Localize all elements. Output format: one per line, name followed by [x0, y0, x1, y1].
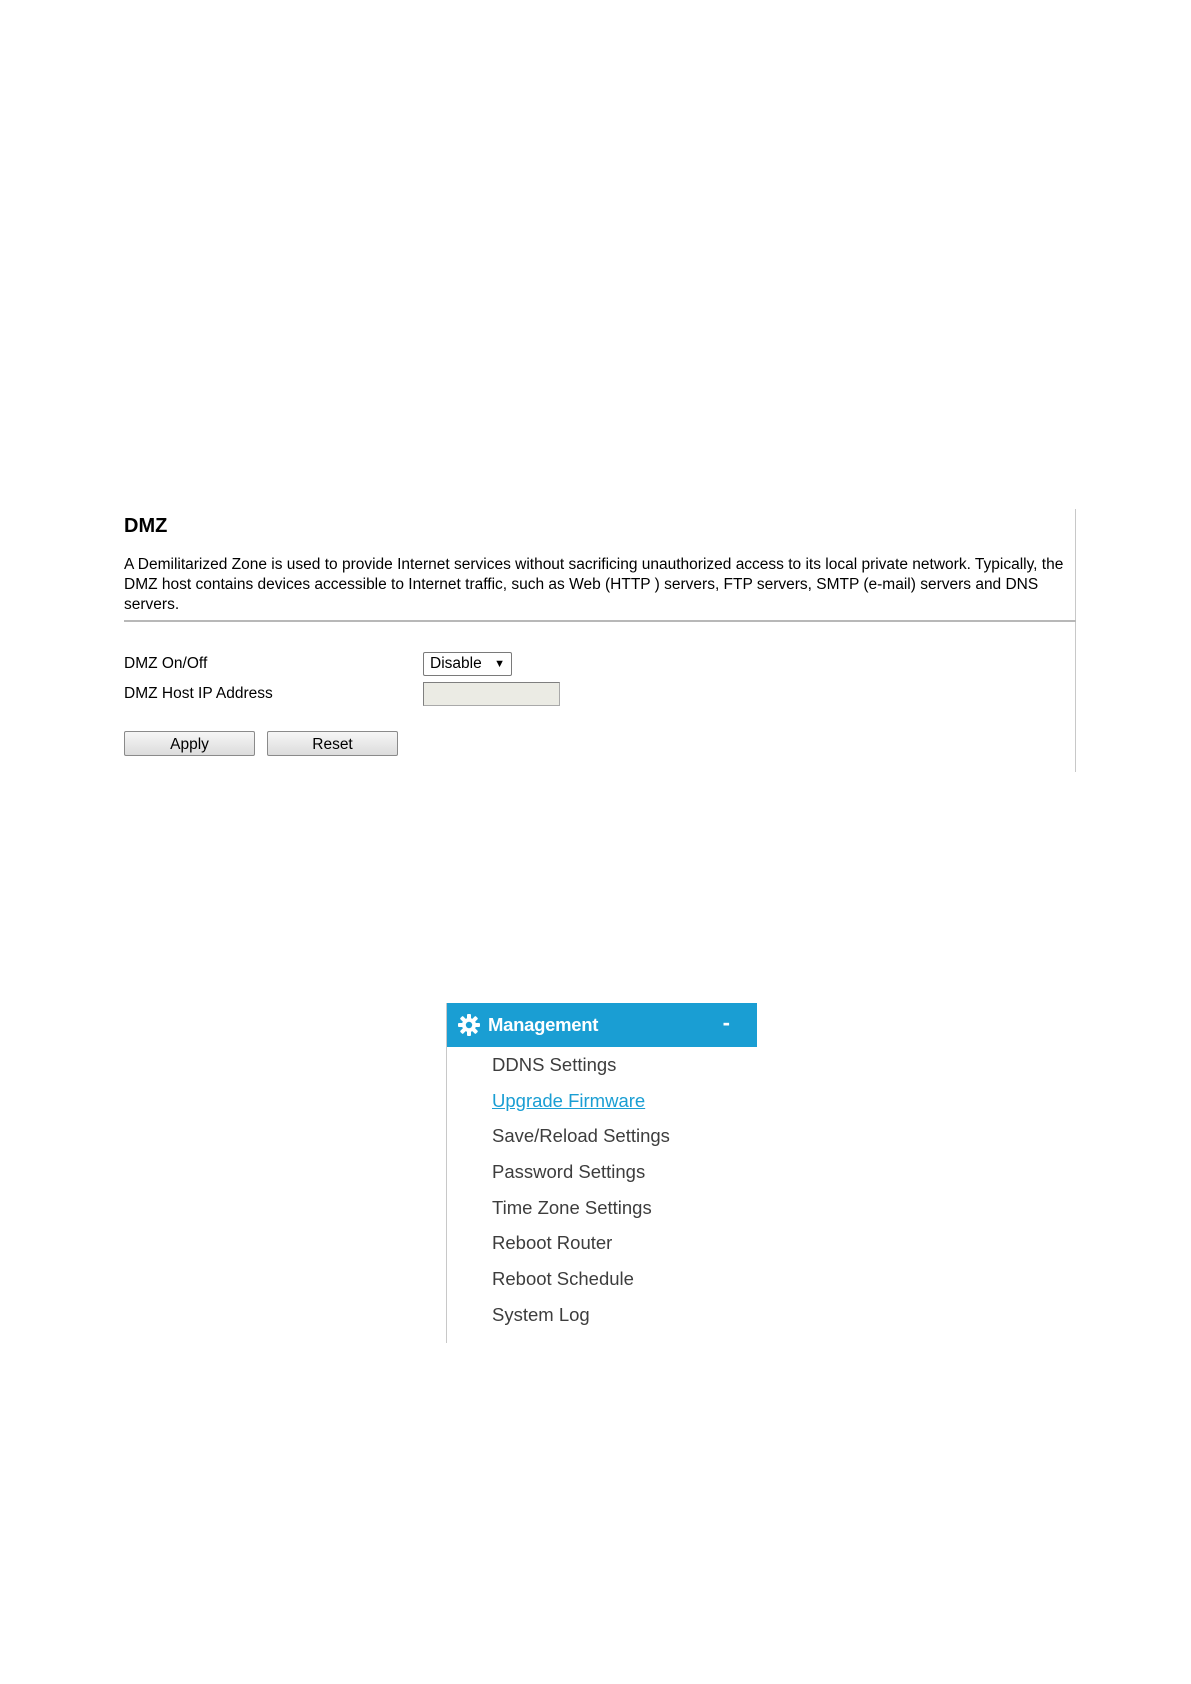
page-title: DMZ: [124, 515, 168, 537]
dmz-on-off-label: DMZ On/Off: [124, 655, 208, 672]
menu-item-reboot-schedule[interactable]: Reboot Schedule: [492, 1268, 634, 1290]
dmz-on-off-value: Disable: [430, 655, 482, 672]
menu-item-ddns-settings[interactable]: DDNS Settings: [492, 1054, 617, 1075]
management-header[interactable]: [447, 1003, 757, 1047]
menu-border: [446, 1003, 447, 1343]
gear-icon: [457, 1013, 481, 1037]
dmz-host-ip-input[interactable]: [423, 682, 560, 706]
dmz-on-off-select[interactable]: [423, 652, 512, 676]
divider: [124, 620, 1076, 622]
management-menu: [446, 1003, 757, 1343]
dmz-panel: [124, 509, 1076, 772]
menu-item-system-log[interactable]: System Log: [492, 1303, 590, 1325]
dropdown-arrow-icon: ▼: [494, 658, 505, 670]
management-title: Management: [488, 1014, 599, 1035]
apply-button[interactable]: Apply: [124, 731, 255, 756]
reset-button[interactable]: Reset: [267, 731, 398, 756]
menu-item-time-zone-settings[interactable]: Time Zone Settings: [492, 1196, 652, 1218]
dmz-description: A Demilitarized Zone is used to provide Internet services without sacrificing unauthorized access to its local private network. Typically, the DMZ host contains devices accessible to Internet traffic, such as Web (HTTP ) servers, FTP servers, SMTP (e-mail) servers and DNS servers.: [124, 556, 1064, 613]
dmz-host-ip-label: DMZ Host IP Address: [124, 685, 273, 702]
collapse-icon[interactable]: -: [722, 1010, 730, 1035]
menu-item-reboot-router[interactable]: Reboot Router: [492, 1232, 613, 1254]
panel-border: [1075, 509, 1076, 772]
menu-item-upgrade-firmware[interactable]: Upgrade Firmware: [492, 1089, 646, 1111]
management-menu-list: [492, 1047, 670, 1333]
menu-item-password-settings[interactable]: Password Settings: [492, 1161, 646, 1183]
menu-item-save-reload-settings[interactable]: Save/Reload Settings: [492, 1125, 670, 1147]
